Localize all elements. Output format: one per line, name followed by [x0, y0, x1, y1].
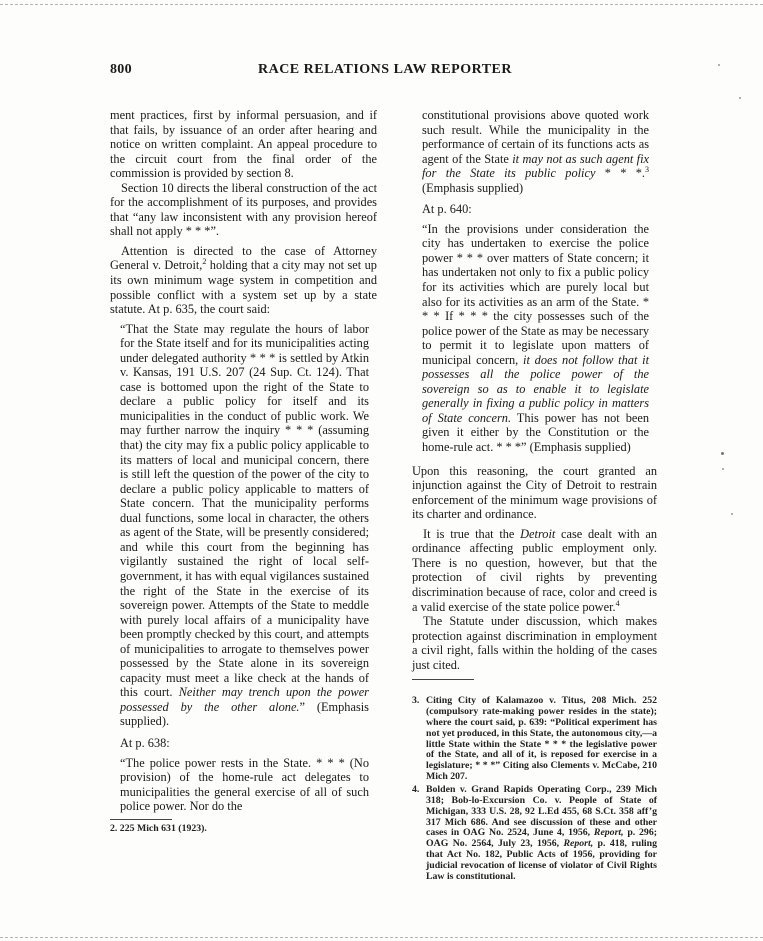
footnote-ref-3: 3 [645, 165, 649, 175]
text-span: This power has not been given it either by the Constitution or the home-rule act. * * *” (Emphasis supplied) [422, 410, 649, 455]
scan-speck [739, 97, 741, 99]
paragraph-attorney-general [110, 244, 377, 317]
citation-label-p638: At p. 638: [120, 735, 170, 750]
emphasis-text: Neither may trench upon the power possessed by the other alone. [120, 685, 369, 714]
paragraph-detroit-case [412, 527, 657, 614]
emphasis-text: it may not as such agent fix for the State its public policy [422, 151, 650, 181]
scan-speck [718, 64, 720, 66]
footnote-2: 2. 225 Mich 631 (1923). [110, 822, 207, 834]
page-number: 800 [110, 62, 132, 77]
footnote-text [426, 785, 657, 883]
footnote-number: 4. [412, 783, 420, 795]
text-span: p. 296; OAG No. 2564, July 23, 1956, [426, 827, 657, 850]
top-edge-line [0, 4, 763, 5]
paragraph-upon-reasoning: Upon this reasoning, the court granted an injunction against the City of Detroit to restrain enforcement of the minimum wage provisions of its charter and ordinance. [412, 463, 657, 522]
text-span: Bolden v. Grand Rapids Operating Corp., 239 Mich 318; Bob-lo-Excursion Co. v. People of State of Michigan, 333 U.S. 28, 92 L.Ed 455, 68 S.Ct. 358 aff’g 317 Mich 686. And see discussion of these and other cases in OAG No. 2524, June 4, 1956, [426, 783, 657, 839]
text-span: It is true that the [423, 526, 521, 541]
emphasis-text: Report, [563, 838, 594, 850]
footnotes [412, 696, 657, 882]
footnote-number: 3. [412, 695, 420, 707]
footnote-divider [110, 819, 172, 820]
citation-label-p640: At p. 640: [422, 202, 472, 217]
left-column [110, 108, 377, 835]
block-quote-p638: “The police power rests in the State. * * * (No provision) of the home-rule act delegates to municipalities the general exercise of all of such police power. Nor do the [120, 755, 369, 814]
footnote-text: Citing City of Kalamazoo v. Titus, 208 Mich. 252 (compulsory rate-making power resides in the state); where the court said, p. 639: “Political experiment has not yet produced, in this State, the autonomous city,—a little State within the State * * * the legislative power of the State, and all of it, is reposed for exercise in a legislature; * * *” Citing also Clements v. McCabe, 210 Mich 207. [426, 695, 657, 783]
text-span: case dealt with an ordinance affecting public employment only. There is no question, however, but that the protection of civil rights by preventing discrimination because of race, color and creed is a valid exercise of the state police power. [412, 526, 658, 614]
text-span: “That the State may regulate the hours of labor for the State itself and for its municipalities acting under delegated authority * * * is settled by Atkin v. Kansas, 191 U.S. 207 (24 Sup. Ct. 124). That case is bottomed upon the right of the State to declare a public policy for itself and its municipalities in the conduct of public work. We may further narrow the inquiry * * * (assuming that) the city may fix a public policy applicable to its matters of local and municipal concern, there is still left the question of the power of the city to declare a public policy applicable to matters of State concern. That the municipality performs dual functions, some local in character, the others as agent of the State, will be presently considered; and while this court from the beginning has vigilantly sustained the right of local self-government, it has with equal vigilances sustained the right of the State in the exercise of its sovereign power. Attempts of the State to meddle with purely local affairs of a municipality have been promptly checked by this court, and attempts of municipalities to arrogate to themselves power possessed by the State alone in its sovereign capacity must meet a like check at the hands of this court. [120, 321, 369, 700]
text-span: p. 418, ruling that Act No. 182, Public Acts of 1956, providing for judicial revocation of license of violator of Civil Rights Law is constitutional. [426, 838, 658, 882]
footnote-ref-4: 4 [615, 598, 620, 608]
emphasis-text: it does not follow that it possesses all the police power of the sovereign so as to enable it to legislate generally in fixing a public policy in matters of State concern. [422, 352, 649, 425]
footnote-divider [412, 679, 474, 680]
paragraph-statute: The Statute under discussion, which makes protection against discrimination in employment a civil right, falls within the holding of the cases just cited. [412, 614, 657, 672]
bottom-edge-line [0, 937, 763, 938]
footnote-ref-2: 2 [202, 257, 207, 267]
text-span: holding that a city may not set up its own minimum wage system in competition and possible conflict with a system set up by a state statute. At p. 635, the court said: [110, 258, 377, 317]
text-span: (Emphasis supplied) [422, 180, 524, 195]
scan-speck [722, 468, 724, 470]
block-quote-p635 [120, 322, 369, 729]
text-span: * * *. [595, 166, 645, 181]
emphasis-text: Report, [593, 827, 624, 839]
text-span: Attention is directed to the case of Attorney General v. Detroit, [110, 243, 377, 273]
footnote-3 [412, 696, 657, 783]
scan-speck [731, 513, 733, 515]
running-head: RACE RELATIONS LAW REPORTER [257, 62, 513, 77]
page-header [110, 62, 660, 82]
right-column [412, 108, 657, 883]
paragraph-section-10: Section 10 directs the liberal construction of the act for the accomplishment of its purposes, and provides that “any law inconsistent with any provision hereof shall not apply * * *”. [110, 180, 377, 239]
scan-speck [721, 452, 724, 455]
block-quote-p640 [422, 222, 649, 455]
footnote-4 [412, 785, 657, 883]
emphasis-text: Detroit [520, 526, 556, 541]
paragraph-continuation: ment practices, first by informal persuasion, and if that fails, by issuance of an order after hearing and notice on written complaint. An appeal procedure to the circuit court from the final order of the commission is provided by section 8. [110, 108, 377, 181]
block-quote-p638-continued [422, 108, 649, 195]
text-span: “In the provisions under consideration the city has undertaken to exercise the police power * * * over matters of State concern; it has undertaken not only to fix a public policy for its activities which are purely local but also for its activities as an arm of the State. * * * If * * * the city possesses such of the police power of the State as may be necessary to permit it to legislate upon matters of municipal concern, [422, 221, 649, 367]
text-span: constitutional provisions above quoted work such result. While the municipality in the performance of certain of its functions acts as agent of the State [422, 108, 649, 166]
text-span: ” (Emphasis supplied). [120, 699, 369, 729]
